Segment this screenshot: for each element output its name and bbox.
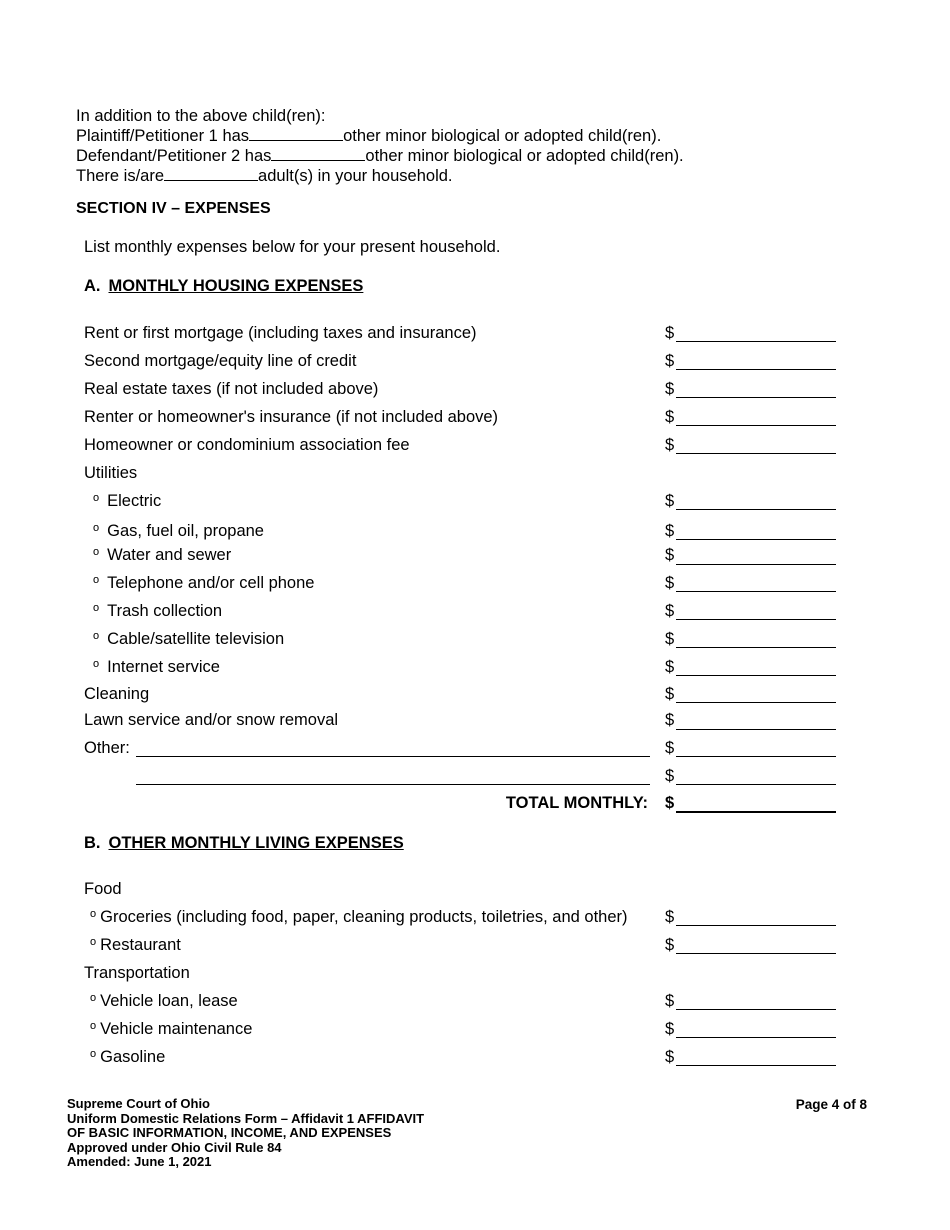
expense-label-lawn: Lawn service and/or snow removal bbox=[84, 711, 339, 729]
footer-form-name: Uniform Domestic Relations Form – Affidavit 1 AFFIDAVIT bbox=[67, 1110, 425, 1126]
section-title: SECTION IV – EXPENSES bbox=[76, 200, 271, 217]
living-letter: B. bbox=[84, 834, 101, 852]
amount-field-telephone[interactable] bbox=[676, 591, 836, 592]
amount-field-cleaning[interactable] bbox=[676, 702, 836, 703]
dollar-sign: $ bbox=[665, 1020, 675, 1038]
petitioner1-children-field[interactable] bbox=[249, 126, 343, 141]
food-label: Food bbox=[84, 880, 122, 898]
dollar-sign: $ bbox=[665, 936, 675, 954]
living-title: OTHER MONTHLY LIVING EXPENSES bbox=[108, 834, 404, 852]
utility-label: Cable/satellite television bbox=[107, 630, 285, 648]
amount-field-vehicle-maintenance[interactable] bbox=[676, 1037, 836, 1038]
bullet-icon: o bbox=[90, 1048, 97, 1060]
amount-field-association-fee[interactable] bbox=[676, 453, 836, 454]
intro-line-petitioner2 bbox=[76, 146, 684, 166]
amount-field-rent[interactable] bbox=[676, 341, 836, 342]
housing-heading bbox=[84, 277, 363, 296]
dollar-sign: $ bbox=[665, 992, 675, 1010]
amount-field-real-estate-taxes[interactable] bbox=[676, 397, 836, 398]
expense-label-real-estate-taxes: Real estate taxes (if not included above) bbox=[84, 380, 379, 398]
footer-court: Supreme Court of Ohio bbox=[67, 1096, 210, 1111]
intro-line1-prefix: Plaintiff/Petitioner 1 has bbox=[76, 127, 250, 145]
intro-lead: In addition to the above child(ren): bbox=[76, 107, 326, 125]
other-description-field-2[interactable] bbox=[136, 784, 650, 785]
adults-count-field[interactable] bbox=[164, 166, 258, 181]
amount-field-total-monthly[interactable] bbox=[676, 811, 836, 813]
amount-field-trash[interactable] bbox=[676, 619, 836, 620]
living-heading bbox=[84, 834, 404, 853]
amount-field-other-1[interactable] bbox=[676, 756, 836, 757]
intro-line3-prefix: There is/are bbox=[76, 167, 165, 185]
transport-item-gasoline bbox=[90, 1048, 165, 1067]
intro-line3-suffix: adult(s) in your household. bbox=[258, 167, 453, 185]
transport-label-text: Gasoline bbox=[100, 1048, 166, 1066]
dollar-sign: $ bbox=[665, 436, 675, 454]
footer-amended: Amended: June 1, 2021 bbox=[67, 1154, 212, 1169]
amount-field-gas[interactable] bbox=[676, 539, 836, 540]
expense-label-cleaning: Cleaning bbox=[84, 685, 150, 703]
amount-field-other-2[interactable] bbox=[676, 784, 836, 785]
bullet-icon: o bbox=[90, 1020, 97, 1032]
dollar-sign: $ bbox=[665, 658, 675, 676]
dollar-sign: $ bbox=[665, 546, 675, 564]
transport-label-text: Vehicle maintenance bbox=[100, 1020, 253, 1038]
intro-line2-prefix: Defendant/Petitioner 2 has bbox=[76, 147, 272, 165]
amount-field-vehicle-loan[interactable] bbox=[676, 1009, 836, 1010]
bullet-icon: o bbox=[90, 936, 97, 948]
intro-line1-suffix: other minor biological or adopted child(ren). bbox=[343, 127, 662, 145]
dollar-sign: $ bbox=[665, 380, 675, 398]
dollar-sign: $ bbox=[665, 522, 675, 540]
utility-item-gas bbox=[93, 522, 264, 541]
utility-item-electric bbox=[93, 492, 161, 511]
bullet-icon: o bbox=[93, 574, 100, 586]
dollar-sign: $ bbox=[665, 630, 675, 648]
amount-field-electric[interactable] bbox=[676, 509, 836, 510]
transport-label-text: Vehicle loan, lease bbox=[100, 992, 238, 1010]
dollar-sign: $ bbox=[665, 767, 675, 785]
amount-field-cable[interactable] bbox=[676, 647, 836, 648]
bullet-icon: o bbox=[93, 546, 100, 558]
footer-form-subtitle: OF BASIC INFORMATION, INCOME, AND EXPENSES bbox=[67, 1125, 392, 1140]
expense-label-insurance: Renter or homeowner's insurance (if not included above) bbox=[84, 408, 499, 426]
dollar-sign: $ bbox=[665, 408, 675, 426]
utility-label: Telephone and/or cell phone bbox=[107, 574, 315, 592]
amount-field-second-mortgage[interactable] bbox=[676, 369, 836, 370]
petitioner2-children-field[interactable] bbox=[271, 146, 365, 161]
amount-field-restaurant[interactable] bbox=[676, 953, 836, 954]
utility-item-trash bbox=[93, 602, 222, 621]
food-label-text: Restaurant bbox=[100, 936, 181, 954]
bullet-icon: o bbox=[93, 658, 100, 670]
expense-label-rent: Rent or first mortgage (including taxes and insurance) bbox=[84, 324, 477, 342]
intro-line-petitioner1 bbox=[76, 126, 661, 146]
food-item-restaurant bbox=[90, 936, 181, 955]
dollar-sign: $ bbox=[665, 574, 675, 592]
dollar-sign: $ bbox=[665, 1048, 675, 1066]
bullet-icon: o bbox=[93, 630, 100, 642]
bullet-icon: o bbox=[93, 492, 100, 504]
dollar-sign: $ bbox=[665, 908, 675, 926]
expense-label-second-mortgage: Second mortgage/equity line of credit bbox=[84, 352, 357, 370]
utility-label: Trash collection bbox=[107, 602, 223, 620]
amount-field-groceries[interactable] bbox=[676, 925, 836, 926]
housing-title: MONTHLY HOUSING EXPENSES bbox=[108, 277, 364, 295]
amount-field-gasoline[interactable] bbox=[676, 1065, 836, 1066]
utility-label: Gas, fuel oil, propane bbox=[107, 522, 264, 540]
other-description-field-1[interactable] bbox=[136, 756, 650, 757]
intro-line2-suffix: other minor biological or adopted child(ren). bbox=[365, 147, 684, 165]
utility-label: Water and sewer bbox=[107, 546, 232, 564]
dollar-sign: $ bbox=[665, 685, 675, 703]
utility-item-cable bbox=[93, 630, 284, 649]
utilities-label: Utilities bbox=[84, 464, 138, 482]
expense-label-other: Other: bbox=[84, 739, 130, 757]
transport-item-vehicle-maintenance bbox=[90, 1020, 252, 1039]
amount-field-insurance[interactable] bbox=[676, 425, 836, 426]
section-note: List monthly expenses below for your present household. bbox=[84, 238, 501, 256]
utility-item-telephone bbox=[93, 574, 314, 593]
dollar-sign: $ bbox=[665, 492, 675, 510]
intro-line-adults bbox=[76, 166, 453, 186]
utility-label: Electric bbox=[107, 492, 162, 510]
housing-letter: A. bbox=[84, 277, 101, 295]
food-label-text: Groceries (including food, paper, cleaning products, toiletries, and other) bbox=[100, 908, 628, 926]
utility-label: Internet service bbox=[107, 658, 220, 676]
dollar-sign: $ bbox=[665, 794, 675, 812]
dollar-sign: $ bbox=[665, 602, 675, 620]
footer-block bbox=[67, 1097, 424, 1170]
dollar-sign: $ bbox=[665, 324, 675, 342]
total-monthly-label: TOTAL MONTHLY: bbox=[505, 794, 648, 812]
dollar-sign: $ bbox=[665, 352, 675, 370]
amount-field-water[interactable] bbox=[676, 564, 836, 565]
bullet-icon: o bbox=[90, 992, 97, 1004]
footer-approval: Approved under Ohio Civil Rule 84 bbox=[67, 1139, 282, 1155]
page-number: Page 4 of 8 bbox=[795, 1097, 867, 1112]
expense-label-association-fee: Homeowner or condominium association fee bbox=[84, 436, 410, 454]
food-item-groceries bbox=[90, 908, 628, 927]
dollar-sign: $ bbox=[665, 739, 675, 757]
dollar-sign: $ bbox=[665, 711, 675, 729]
amount-field-internet[interactable] bbox=[676, 675, 836, 676]
bullet-icon: o bbox=[93, 522, 100, 534]
transportation-label: Transportation bbox=[84, 964, 190, 982]
bullet-icon: o bbox=[93, 602, 100, 614]
utility-item-internet bbox=[93, 658, 220, 677]
bullet-icon: o bbox=[90, 908, 97, 920]
utility-item-water bbox=[93, 546, 231, 565]
transport-item-vehicle-loan bbox=[90, 992, 238, 1011]
amount-field-lawn[interactable] bbox=[676, 729, 836, 730]
